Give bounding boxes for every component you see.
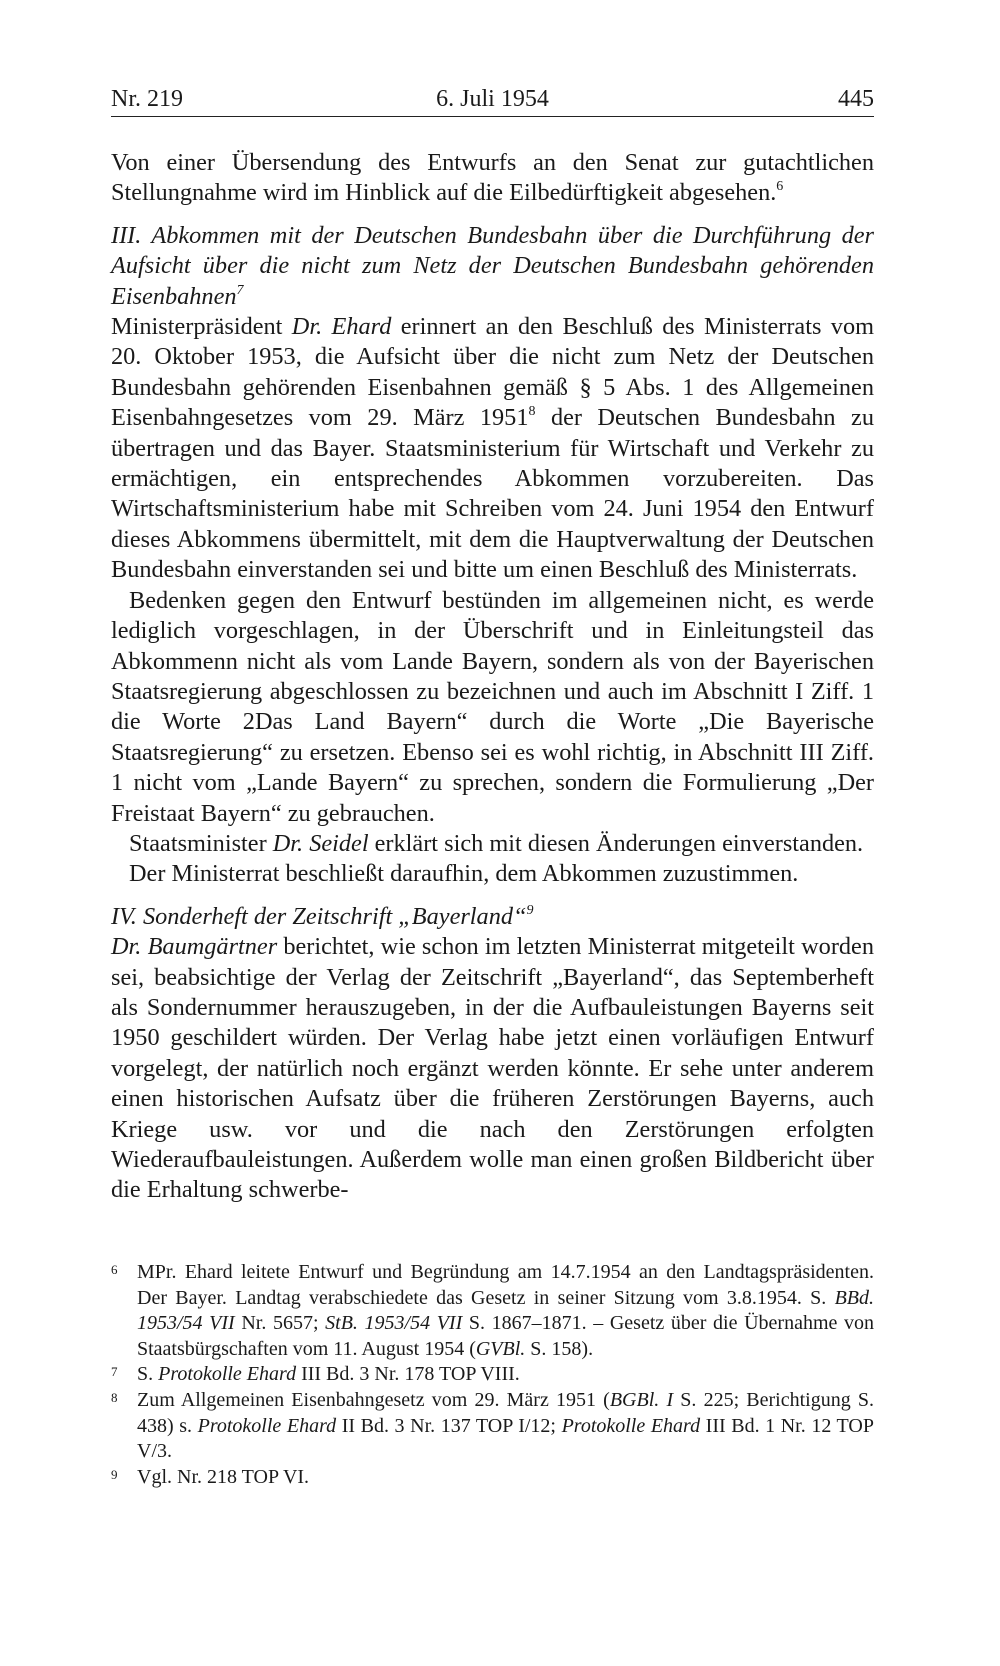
section-iii-paragraph-4: Der Ministerrat beschließt daraufhin, dem Abkommen zuzustimmen. [129, 860, 799, 888]
header-rule [111, 116, 874, 117]
running-head [111, 84, 874, 114]
footnote-ref[interactable]: 8 [528, 404, 536, 420]
person-name: Dr. Ehard [291, 313, 392, 341]
section-iii-paragraph-2: Bedenken gegen den Entwurf bestünden im allgemeinen nicht, es werde lediglich vorgeschlagen, in der Überschrift und in Einleitungsteil das Abkommenn nicht als vom Lande Bayern, sondern als von der Bayerischen Staatsregierung abgeschlossen zu bezeichnen und auch im Abschnitt I Ziff. 1 die Worte 2Das Land Bayern“ durch die Worte „Die Bayerische Staatsregierung“ zu ersetzen. Ebenso sei es wohl richtig, in Abschnitt III Ziff. 1 nicht vom „Lande Bayern“ zu sprechen, sondern die Formulierung „Der Freistaat Bayern“ zu gebrauchen. [111, 586, 874, 827]
footnote-ref[interactable]: 6 [776, 179, 784, 195]
intro-paragraph: Von einer Übersendung des Entwurfs an den Senat zur gutachtlichen Stellungnahme wird im Hinblick auf die Eilbedürftigkeit abgesehen.$^6$ [111, 149, 874, 207]
footnote-8: 8 Zum Allgemeinen Eisenbahngesetz vom 29. März 1951 (BGBl. I S. 225; Berichtigung S. 438) s. Protokolle Ehard II Bd. 3 Nr. 137 TOP I/12; Protokolle Ehard III Bd. 1 Nr. 12 TOP V/3. [111, 1388, 874, 1465]
section-iii-paragraph-3: Staatsminister Dr. Seidel erklärt sich mit diesen Änderungen einverstanden. [129, 829, 864, 857]
footnote-number: 8 [111, 1389, 118, 1405]
footnote-9: 9 Vgl. Nr. 218 TOP VI. [111, 1465, 874, 1491]
section-heading-iii: III. Abkommen mit der Deutschen Bundesbahn über die Durchführung der Aufsicht über die nicht zum Netz der Deutschen Bundesbahn gehörenden Eisenbahnen$^7$ [111, 221, 874, 310]
footnote-number: 7 [111, 1364, 118, 1380]
footnotes [111, 1260, 874, 1490]
person-name: Dr. Seidel [272, 829, 369, 857]
section-heading-iv: IV. Sonderheft der Zeitschrift „Bayerland“$^9$ [111, 902, 534, 930]
body-text [111, 148, 874, 1206]
section-iv-paragraph-1: Dr. Baumgärtner berichtet, wie schon im letzten Ministerrat mitgeteilt worden sei, beabsichtige der Verlag der Zeitschrift „Bayerland“, das Septemberheft als Sondernummer herauszugeben, in der die Aufbauleistungen Bayerns seit 1950 geschildert würden. Der Verlag habe jetzt einen vorläufigen Entwurf vorgelegt, der natürlich noch ergänzt werden könnte. Er sehe unter anderem einen historischen Aufsatz über die früheren Zerstörungen Bayerns, auch Kriege usw. vor und die nach den Zerstörungen erfolgten Wiederaufbauleistungen. Außerdem wolle man einen großen Bildbericht über die Erhaltung schwerbe- [111, 933, 874, 1204]
footnote-6: 6 MPr. Ehard leitete Entwurf und Begründung am 14.7.1954 an den Landtagspräsidenten. Der Bayer. Landtag verabschiedete das Gesetz in seiner Sitzung vom 3.8.1954. S. BBd. 1953/54 VII Nr. 5657; StB. 1953/54 VII S. 1867–1871. – Gesetz über die Übernahme von Staatsbürgschaften vom 11. August 1954 (GVBl. S. 158). [111, 1260, 874, 1362]
footnote-number: 6 [111, 1262, 118, 1277]
footnote-number: 9 [111, 1466, 118, 1482]
footnote-ref[interactable]: 9 [526, 902, 534, 918]
document-number: Nr. 219 [111, 86, 183, 112]
footnote-ref[interactable]: 7 [236, 282, 244, 298]
footnote-7: 7 S. Protokolle Ehard III Bd. 3 Nr. 178 TOP VIII. [111, 1362, 874, 1388]
page-number: 445 [838, 86, 874, 112]
document-date: 6. Juli 1954 [436, 86, 549, 112]
person-name: Dr. Baumgärtner [111, 933, 278, 961]
section-iii-paragraph-1: Ministerpräsident Dr. Ehard erinnert an den Beschluß des Ministerrats vom 20. Oktober 1953, die Aufsicht über die nicht zum Netz der Deutschen Bundesbahn gehörenden Eisenbahnen gemäß § 5 Abs. 1 des Allgemeinen Eisenbahngesetzes vom 29. März 1951$^8$ der Deutschen Bundesbahn zu übertragen und das Bayer. Staatsministerium für Wirtschaft und Verkehr zu ermächtigen, ein entsprechendes Abkommen vorzubereiten. Das Wirtschaftsministerium habe mit Schreiben vom 24. Juni 1954 den Entwurf dieses Abkommens übermittelt, mit dem die Hauptverwaltung der Deutschen Bundesbahn einverstanden sei und bitte um einen Beschluß des Ministerrats. [111, 313, 874, 584]
